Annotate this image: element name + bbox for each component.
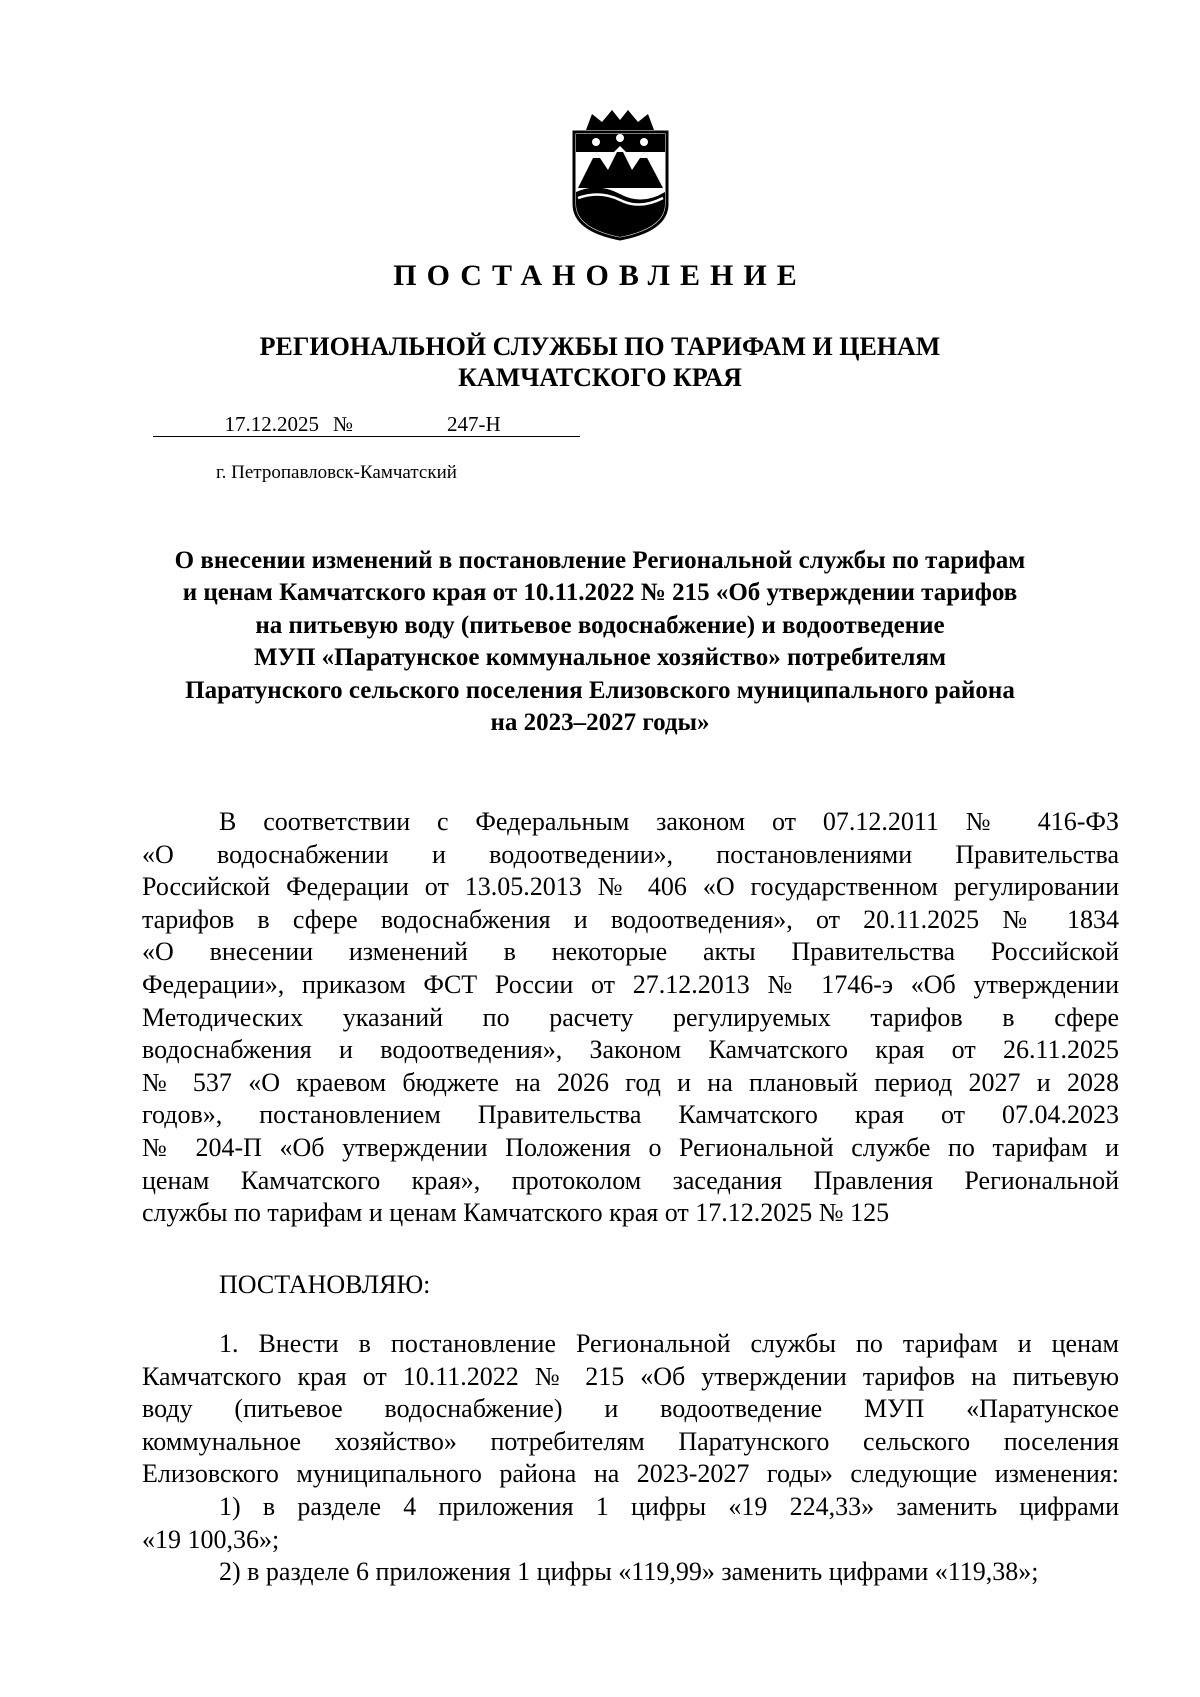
title-line: МУП «Паратунское коммунальное хозяйство» потребителям [254, 644, 946, 672]
item-line: 1. Внести в постановление Региональной службы по тарифам и ценам [219, 1329, 1119, 1358]
subitem-line: 1) в разделе 4 приложения 1 цифры «19 224,33» заменить цифрами [219, 1491, 1119, 1521]
document-title [120, 545, 1080, 739]
item-1-paragraph [142, 1328, 1119, 1589]
preamble-line: «О водоснабжении и водоотведении», постановлениями Правительства [142, 839, 1119, 869]
subitem-line: «19 100,36»; [142, 1524, 280, 1554]
title-line: на 2023–2027 годы» [490, 709, 710, 737]
preamble-line: ценам Камчатского края», протоколом заседания Правления Региональной [142, 1165, 1119, 1195]
preamble-line: Российской Федерации от 13.05.2013 № 406 «О государственном регулировании [142, 872, 1119, 902]
document-type-heading: ПОСТАНОВЛЕНИЕ [393, 259, 807, 292]
title-line: на питьевую воду (питьевое водоснабжение) и водоотведение [255, 611, 945, 639]
item-line: коммунальное хозяйство» потребителям Паратунского сельского поселения [142, 1426, 1119, 1456]
decree-word: ПОСТАНОВЛЯЮ: [219, 1270, 431, 1299]
title-line: и ценам Камчатского края от 10.11.2022 № 215 «Об утверждении тарифов [182, 579, 1018, 607]
title-line: О внесении изменений в постановление Региональной службы по тарифам [174, 547, 1026, 574]
preamble-line: Федерации», приказом ФСТ России от 27.12.2013 № 1746-э «Об утверждении [142, 969, 1119, 999]
document-date: 17.12.2025 [153, 412, 325, 437]
issuer-heading [0, 331, 1200, 393]
item-line: Елизовского муниципального района на 2023-2027 годы» следующие изменения: [142, 1459, 1119, 1489]
preamble-line: водоснабжения и водоотведения», Законом Камчатского края от 26.11.2025 [142, 1035, 1119, 1065]
preamble-line: службы по тарифам и ценам Камчатского края от 17.12.2025 № 125 [142, 1198, 890, 1228]
preamble-line: № 537 «О краевом бюджете на 2026 год и на плановый период 2027 и 2028 [142, 1067, 1119, 1097]
city-label: г. Петропавловск-Камчатский [216, 462, 457, 483]
issuer-line-2: КАМЧАТСКОГО КРАЯ [458, 363, 742, 392]
item-line: воду (питьевое водоснабжение) и водоотведение МУП «Паратунское [142, 1394, 1119, 1424]
issuer-line-1: РЕГИОНАЛЬНОЙ СЛУЖБЫ ПО ТАРИФАМ И ЦЕНАМ [259, 332, 941, 361]
preamble-line: тарифов в сфере водоснабжения и водоотведения», от 20.11.2025 № 1834 [142, 904, 1119, 934]
coat-of-arms-emblem [568, 108, 673, 241]
document-number: 247-Н [355, 412, 580, 437]
preamble-line: годов», постановлением Правительства Камчатского края от 07.04.2023 [142, 1100, 1119, 1130]
preamble-paragraph [142, 806, 1119, 1230]
preamble-line: № 204-П «Об утверждении Положения о Региональной службе по тарифам и [142, 1132, 1119, 1162]
preamble-line: В соответствии с Федеральным законом от 07.12.2011 № 416-ФЗ [219, 807, 1119, 836]
title-line: Паратунского сельского поселения Елизовского муниципального района [185, 676, 1015, 704]
subitem-line: 2) в разделе 6 приложения 1 цифры «119,99» заменить цифрами «119,38»; [219, 1557, 1039, 1587]
item-line: Камчатского края от 10.11.2022 № 215 «Об утверждении тарифов на питьевую [142, 1361, 1119, 1391]
preamble-line: «О внесении изменений в некоторые акты Правительства Российской [142, 937, 1119, 967]
number-sign: № [325, 412, 355, 437]
preamble-line: Методических указаний по расчету регулируемых тарифов в сфере [142, 1002, 1119, 1032]
